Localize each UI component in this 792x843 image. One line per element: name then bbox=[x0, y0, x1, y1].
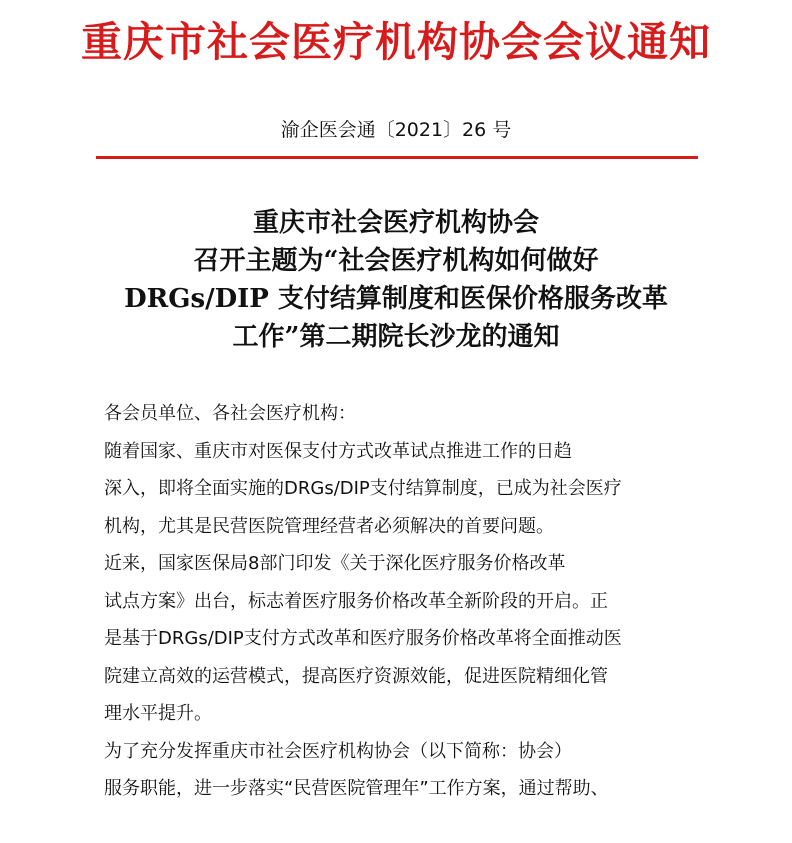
paragraph-line: 试点方案》出台，标志着医疗服务价格改革全新阶段的开启。正 bbox=[104, 590, 608, 612]
salutation: 各会员单位、各社会医疗机构： bbox=[104, 403, 356, 424]
paragraph-3 bbox=[104, 733, 698, 808]
title-line-4: 工作”第二期院长沙龙的通知 bbox=[232, 322, 560, 352]
paragraph-2 bbox=[104, 545, 698, 733]
paragraph-line: 随着国家、重庆市对医保支付方式改革试点推进工作的日趋 bbox=[104, 440, 572, 462]
title-line-3: DRGs/DIP 支付结算制度和医保价格服务改革 bbox=[124, 284, 668, 314]
title-line-1: 重庆市社会医疗机构协会 bbox=[252, 208, 539, 238]
paragraph-line: 深入，即将全面实施的DRGs/DIP支付结算制度，已成为社会医疗 bbox=[104, 478, 622, 499]
paragraph-line: 近来，国家医保局8部门印发《关于深化医疗服务价格改革 bbox=[104, 553, 566, 574]
document-number: 渝企医会通〔2021〕26 号 bbox=[280, 119, 512, 141]
paragraph-line: 机构，尤其是民营医院管理经营者必须解决的首要问题。 bbox=[104, 515, 554, 537]
title-line-2: 召开主题为“社会医疗机构如何做好 bbox=[193, 246, 599, 276]
paragraph-line: 理水平提升。 bbox=[104, 703, 212, 724]
notice-body bbox=[104, 395, 698, 808]
notice-title bbox=[0, 204, 792, 356]
org-header-title: 重庆市社会医疗机构协会会议通知 bbox=[81, 18, 711, 66]
paragraph-line: 为了充分发挥重庆市社会医疗机构协会（以下简称：协会） bbox=[104, 740, 572, 762]
paragraph-1 bbox=[104, 433, 698, 546]
red-separator-line bbox=[96, 156, 698, 159]
paragraph-line: 服务职能，进一步落实“民营医院管理年”工作方案，通过帮助、 bbox=[104, 778, 609, 799]
paragraph-line: 是基于DRGs/DIP支付方式改革和医疗服务价格改革将全面推动医 bbox=[104, 628, 622, 649]
paragraph-line: 院建立高效的运营模式，提高医疗资源效能，促进医院精细化管 bbox=[104, 665, 608, 687]
